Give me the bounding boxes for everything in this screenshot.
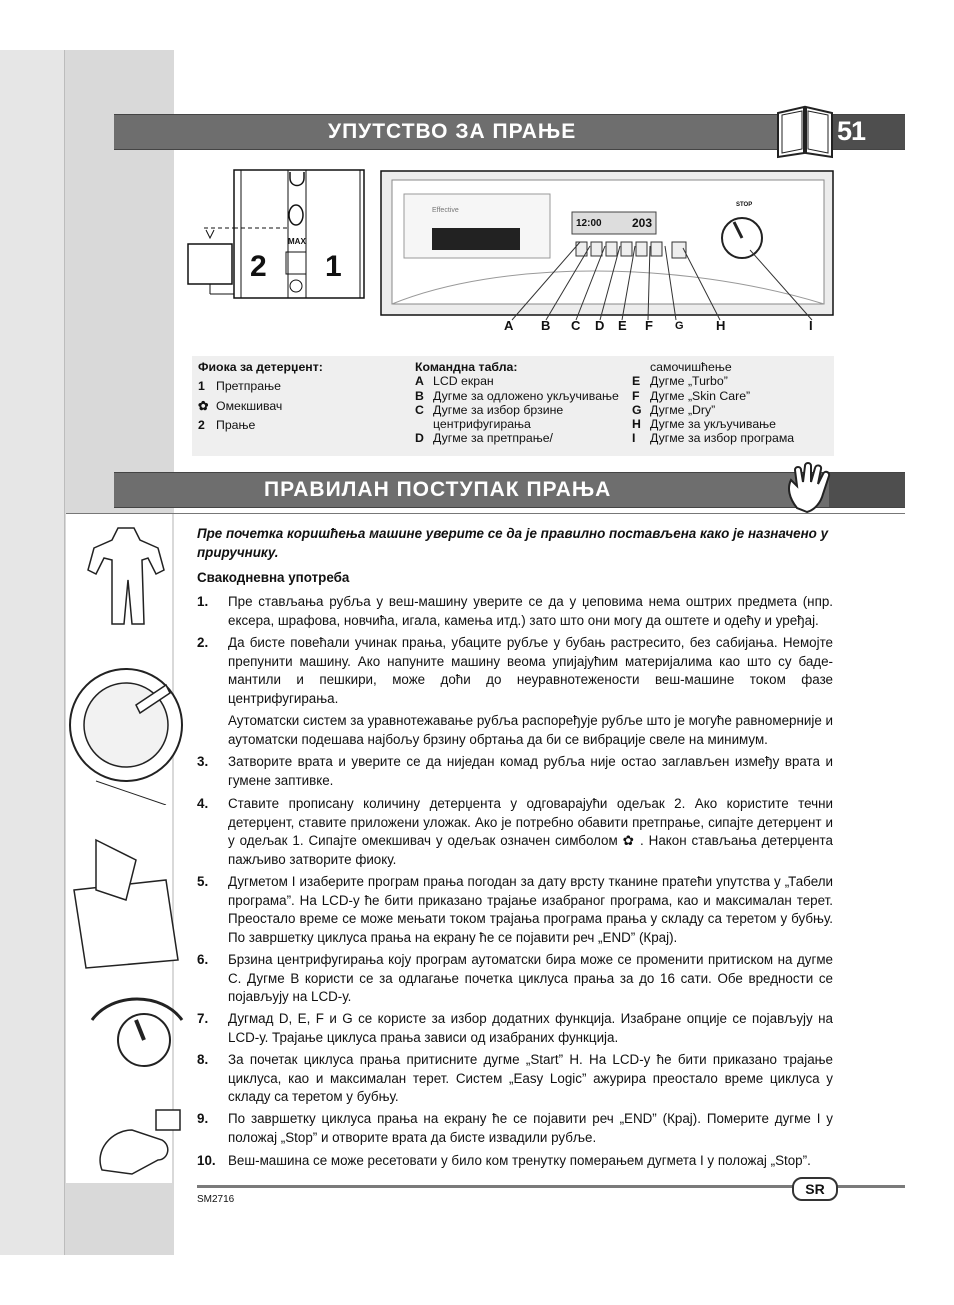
item-number: 3. xyxy=(197,754,209,769)
letter-i: I xyxy=(809,318,813,333)
legend-row xyxy=(632,360,832,374)
legend-key: 1 xyxy=(198,379,205,394)
legend-key xyxy=(415,417,433,431)
language-badge: SR xyxy=(792,1177,838,1201)
item-number: 8. xyxy=(197,1052,209,1067)
item-text: Ставите прописану количину детерџента у одговарајући одељак 2. Ако користите течни детерџент, ставите приложени уложак. Ако је потребно обавити претпрање, сипајте детерџент и у одељак 1. Сипајте омекшивач у одељак означен симболом ✿ . Након стављања детерџента пажљиво затворите фиоку. xyxy=(228,796,833,867)
legend-row xyxy=(415,389,635,403)
legend-key: E xyxy=(632,374,641,389)
letter-h: H xyxy=(716,318,726,333)
item-number: 9. xyxy=(197,1111,209,1126)
legend-drawer-title: Фиока за детерџент: xyxy=(198,360,323,374)
item-number: 6. xyxy=(197,952,209,967)
legend-row xyxy=(198,418,398,432)
panel-brand: Effective xyxy=(432,207,459,214)
item-number: 5. xyxy=(197,874,209,889)
legend-value: Прање xyxy=(216,417,256,432)
page-number: 51 xyxy=(837,116,866,146)
lcd-text-2: 203 xyxy=(632,216,653,230)
legend-row xyxy=(415,403,635,417)
legend-panel-cont xyxy=(632,360,832,446)
item-number: 7. xyxy=(197,1011,209,1026)
item-number: 4. xyxy=(197,796,209,811)
margin-stripe xyxy=(0,50,64,1255)
legend-key: F xyxy=(632,388,640,403)
legend-key xyxy=(632,360,650,374)
legend-key: 2 xyxy=(198,417,205,432)
item-text: Затворите врата и уверите се да ниједан комад рубља није остао заглављен између врата и гумене заптивке. xyxy=(228,754,833,788)
legend-value: Дугме „Skin Care” xyxy=(650,388,751,403)
legend-value: Дугме за укључивање xyxy=(650,417,776,432)
drawer-label-1: 1 xyxy=(325,250,342,283)
intro-text: Пре почетка коришћења машине уверите се да је правилно постављена како је назначено у приручнику. xyxy=(197,526,829,560)
page-title: УПУТСТВО ЗА ПРАЊЕ xyxy=(328,120,577,143)
drawer-illustration xyxy=(66,820,186,970)
legend-key: D xyxy=(415,431,424,446)
drum-illustration xyxy=(66,655,196,805)
book-icon xyxy=(774,101,836,159)
item-number: 2. xyxy=(197,635,209,650)
legend-key: A xyxy=(415,374,424,389)
letter-b: B xyxy=(541,318,551,333)
legend-row xyxy=(632,417,832,431)
letter-c: C xyxy=(571,318,581,333)
item-text: За почетак циклуса прања притисните дугме „Start” H. На LCD-у ће бити приказано трајање циклуса, као и максималан терет. Систем „Easy Logic” ажурира преостало време циклуса у складу са теретом у бубњу. xyxy=(228,1052,833,1105)
legend-row xyxy=(198,399,398,413)
legend-box xyxy=(192,356,834,456)
item-text: Дугмад D, E, F и G се користе за избор додатних функција. Изабране опције се појављују на LCD-у. Трајање циклуса прања зависи од изабраних функција. xyxy=(228,1011,833,1045)
legend-value: Дугме за избор програма xyxy=(650,431,795,446)
legend-value: LCD екран xyxy=(433,374,494,389)
legend-row xyxy=(632,403,832,417)
legend-row xyxy=(198,379,398,393)
drawer-max-label: MAX xyxy=(288,237,306,246)
legend-key: I xyxy=(632,431,636,446)
document-code: SM2716 xyxy=(197,1194,235,1205)
legend-key: G xyxy=(632,402,642,417)
hand-icon xyxy=(783,462,837,514)
legend-row xyxy=(632,374,832,388)
lcd-text: 12:00 xyxy=(576,218,602,229)
panel-dial-stop: STOP xyxy=(736,202,753,208)
drawer-label-2: 2 xyxy=(250,250,267,283)
letter-a: A xyxy=(504,318,514,333)
legend-key: H xyxy=(632,417,641,432)
legend-key: B xyxy=(415,388,424,403)
item-text: Брзина центрифугирања коју програм аутоматски бира може се променити притиском на дугме C. Дугме B користи се за одлагање почетка циклуса прања за до 16 сати. Обе вредности се појављују на LCD-у. xyxy=(228,952,833,1005)
legend-value: Дугме за одложено укључивање xyxy=(433,388,619,403)
legend-row xyxy=(632,389,832,403)
legend-value: Омекшивач xyxy=(216,398,283,413)
legend-drawer xyxy=(198,360,398,432)
legend-row xyxy=(632,431,832,445)
item-text: Пре стављања рубља у веш-машину уверите се да у џеповима нема оштрих предмета (нпр. ексера, шрафова, новчића, игала, камења итд.) зато што они могу да оштете и одећу и уређај. xyxy=(228,594,833,628)
item-number: 1. xyxy=(197,594,209,609)
legend-value: Дугме за претпрање/ xyxy=(433,431,553,446)
letter-f: F xyxy=(645,318,653,333)
callout-lines xyxy=(500,240,830,324)
legend-value: Дугме „Dry” xyxy=(650,402,716,417)
detergent-drawer-figure xyxy=(186,168,372,302)
subhead: Свакодневна употреба xyxy=(197,570,350,585)
item-text: По завршетку циклуса прања на екрану ће се појавити реч „END” (Крај). Померите дугме I у положај „Stop” и отворите врата да бисте извадили рубље. xyxy=(228,1111,833,1145)
legend-row xyxy=(415,374,635,388)
legend-value: Претпрање xyxy=(216,379,281,394)
section-cap xyxy=(829,473,905,507)
item-text: Да бисте повећали учинак прања, убаците рубље у бубањ растресито, без сабијања. Немојте препунити машину. Ако напуните машину веома упијајућим материјалима као што су баде-мантили и пешкири, може доћи до неуравнотежености веш-машине током фазе центрифугирања. xyxy=(228,635,833,706)
legend-value: центрифугирања xyxy=(433,417,531,432)
letter-e: E xyxy=(618,318,627,333)
item-number: 10. xyxy=(197,1153,216,1168)
letter-d: D xyxy=(595,318,605,333)
clothes-illustration xyxy=(78,520,174,630)
letter-g: G xyxy=(675,320,684,332)
section-rule xyxy=(66,513,905,514)
legend-panel xyxy=(415,360,635,446)
legend-key: C xyxy=(415,402,424,417)
legend-panel-title: Командна табла: xyxy=(415,360,518,374)
button-press-illustration xyxy=(92,1090,188,1180)
dial-illustration xyxy=(82,990,192,1080)
item-text: Дугметом I изаберите програм прања погодан за дату врсту тканине пратећи упутства у „Табели програма”. На LCD-у ће бити приказано трајање изабраног програма, као и максималан терет. Преостало време се може мењати током трајања програма прања у складу са теретом у бубњу. По завршетку циклуса прања на екрану ће се појавити реч „END” (Крај). xyxy=(228,874,833,945)
section-title: ПРАВИЛАН ПОСТУПАК ПРАЊА xyxy=(264,478,612,501)
legend-value: Дугме „Turbo” xyxy=(650,374,728,389)
margin-line xyxy=(64,50,65,1255)
softener-icon: ✿ xyxy=(198,398,209,413)
legend-row xyxy=(415,417,635,431)
item-text: Веш-машина се може ресетовати у било ком тренутку померањем дугмета I у положај „Stop”. xyxy=(228,1153,811,1168)
legend-value: самочишћење xyxy=(650,360,732,374)
legend-row xyxy=(415,431,635,445)
legend-value: Дугме за избор брзине xyxy=(433,402,564,417)
item-text: Аутоматски систем за уравнотежавање рубља распоређује рубље што је могуће равномерније и аутоматски подешава најбољу брзину обртања да би се вибрације свеле на минимум. xyxy=(228,713,833,747)
